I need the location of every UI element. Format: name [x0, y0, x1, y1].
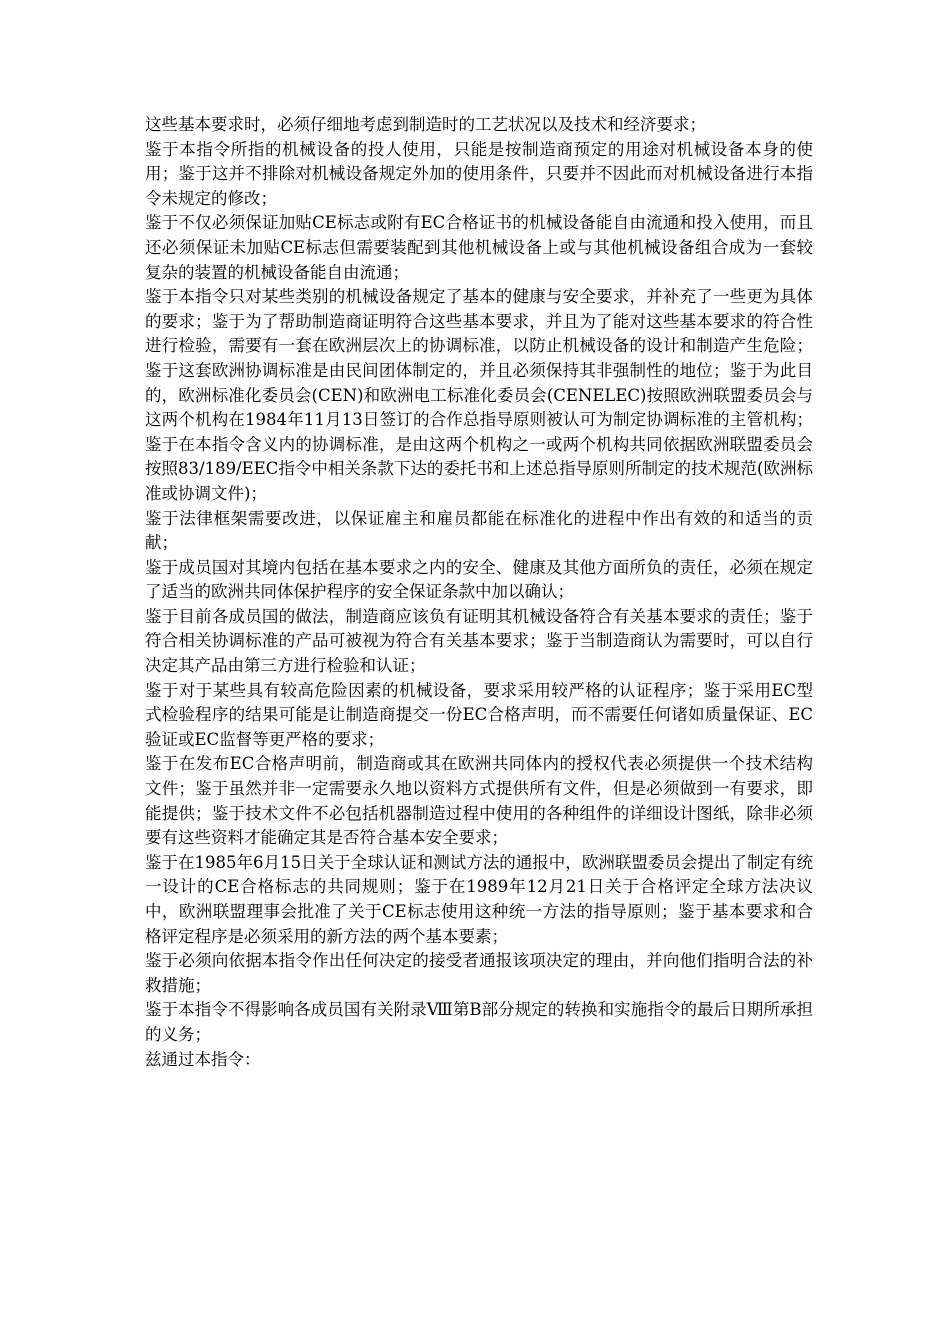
- paragraph: 这些基本要求时，必须仔细地考虑到制造时的工艺状况以及技术和经济要求；: [145, 115, 706, 134]
- paragraph: 鉴于本指令只对某些类别的机械设备规定了基本的健康与安全要求，并补充了一些更为具体的要求；鉴于为了帮助制造商证明符合这些基本要求，并且为了能对这些基本要求的符合性进行检验，需要有一套在欧洲层次上的协调标准，以防止机械设备的设计和制造产生危险；鉴于这套欧洲协调标准是由民间团体制定的，并且必须保持其非强制性的地位；鉴于为此目的，欧洲标准化委员会(CEN)和欧洲电工标准化委员会(CENELEC)按照欧洲联盟委员会与这两个机构在1984年11月13日签订的合作总指导原则被认可为制定协调标准的主管机构；鉴于在本指令含义内的协调标准，是由这两个机构之一或两个机构共同依据欧洲联盟委员会按照83/189/EEC指令中相关条款下达的委托书和上述总指导原则所制定的技术规范(欧洲标准或协调文件)；: [145, 287, 813, 503]
- closing-line: 兹通过本指令：: [145, 1049, 261, 1069]
- paragraph: 鉴于法律框架需要改进，以保证雇主和雇员都能在标准化的进程中作出有效的和适当的贡献；: [145, 508, 813, 553]
- paragraph: 鉴于不仅必须保证加贴CE标志或附有EC合格证书的机械设备能自由流通和投入使用，而且还必须保证未加贴CE标志但需要装配到其他机械设备上或与其他机械设备组合成为一套较复杂的装置的机械设备能自由流通；: [145, 213, 813, 282]
- paragraph: 鉴于目前各成员国的做法，制造商应该负有证明其机械设备符合有关基本要求的责任；鉴于符合相关协调标准的产品可被视为符合有关基本要求；鉴于当制造商认为需要时，可以自行决定其产品由第三方进行检验和认证；: [145, 606, 813, 676]
- paragraph: 鉴于必须向依据本指令作出任何决定的接受者通报该项决定的理由，并向他们指明合法的补救措施；: [145, 951, 813, 995]
- paragraph: 鉴于对于某些具有较高危险因素的机械设备，要求采用较严格的认证程序；鉴于采用EC型式检验程序的结果可能是让制造商提交一份EC合格声明，而不需要任何诸如质量保证、EC验证或EC监督等更严格的要求；: [145, 680, 813, 749]
- paragraph: 鉴于本指令不得影响各成员国有关附录Ⅷ第B部分规定的转换和实施指令的最后日期所承担的义务；: [145, 1000, 813, 1044]
- document-body: [145, 113, 813, 1072]
- paragraph: 鉴于成员国对其境内包括在基本要求之内的安全、健康及其他方面所负的责任，必须在规定了适当的欧洲共同体保护程序的安全保证条款中加以确认；: [145, 557, 813, 602]
- paragraph: 鉴于在1985年6月15日关于全球认证和测试方法的通报中，欧洲联盟委员会提出了制定有统一设计的CE合格标志的共同规则；鉴于在1989年12月21日关于合格评定全球方法决议中，欧洲联盟理事会批准了关于CE标志使用这种统一方法的指导原则；鉴于基本要求和合格评定程序是必须采用的新方法的两个基本要素；: [145, 852, 813, 946]
- paragraph: 鉴于本指令所指的机械设备的投人使用，只能是按制造商预定的用途对机械设备本身的使用；鉴于这并不排除对机械设备规定外加的使用条件，只要并不因此而对机械设备进行本指令未规定的修改；: [145, 139, 813, 208]
- paragraph: 鉴于在发布EC合格声明前，制造商或其在欧洲共同体内的授权代表必须提供一个技术结构文件；鉴于虽然并非一定需要永久地以资料方式提供所有文件，但是必须做到一有要求，即能提供；鉴于技术文件不必包括机器制造过程中使用的各种组件的详细设计图纸，除非必须要有这些资料才能确定其是否符合基本安全要求；: [145, 754, 813, 848]
